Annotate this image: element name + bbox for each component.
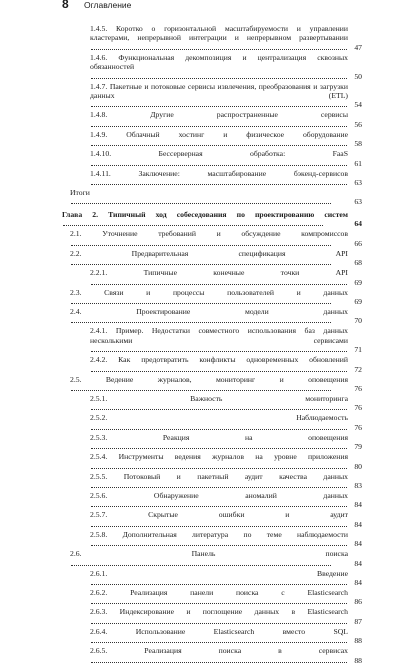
toc-entry-title: 2.6.2. Реализация панели поиска с Elasticsearch [90, 588, 348, 597]
dot-leader [91, 662, 348, 663]
toc-entry[interactable] [62, 307, 362, 326]
toc-entry[interactable] [62, 110, 362, 129]
toc-entry-title: 2.6. Панель поиска [70, 549, 348, 559]
toc-entry[interactable] [62, 646, 362, 665]
toc-entry-page: 80 [354, 461, 362, 471]
toc-entry[interactable] [62, 326, 362, 354]
running-title: Оглавление [84, 0, 132, 10]
toc-entry[interactable] [62, 530, 362, 549]
toc-entry[interactable] [62, 627, 362, 646]
toc-entry[interactable] [62, 355, 362, 374]
toc-entry-title: 2.4.2. Как предотвратить конфликты одновременных обновлений [90, 355, 348, 365]
toc-entry-page: 83 [354, 480, 362, 490]
toc-entry-page: 76 [354, 383, 362, 393]
dot-leader [91, 126, 348, 127]
toc-entry-title: 1.4.10. Бессерверная обработка: FaaS [90, 149, 348, 159]
toc-entry-title: Итоги [70, 188, 90, 198]
dot-leader [91, 78, 348, 79]
dot-leader [91, 448, 348, 449]
toc-entry-page: 61 [354, 158, 362, 168]
toc-entry[interactable] [62, 24, 362, 52]
dot-leader [91, 603, 348, 604]
toc-entry-page: 71 [354, 345, 362, 355]
dot-leader [71, 303, 331, 304]
table-of-contents [62, 24, 362, 666]
toc-entry[interactable] [62, 452, 362, 471]
dot-leader [91, 106, 348, 107]
toc-entry-page: 50 [354, 71, 362, 81]
toc-entry-page: 72 [354, 364, 362, 374]
dot-leader [91, 468, 348, 469]
toc-entry[interactable] [62, 491, 362, 510]
toc-entry[interactable] [62, 169, 362, 188]
toc-entry-title: 2.2.1. Типичные конечные точки API [90, 268, 348, 278]
toc-entry-page: 84 [354, 539, 362, 549]
toc-entry-page: 76 [354, 403, 362, 413]
dot-leader [91, 284, 348, 285]
dot-leader [91, 487, 348, 488]
dot-leader [91, 545, 348, 546]
toc-entry-title: 2.2. Предварительная спецификация API [70, 248, 348, 258]
toc-entry[interactable] [62, 229, 362, 248]
toc-entry[interactable] [62, 149, 362, 168]
toc-entry-page: 84 [354, 519, 362, 529]
toc-entry-title: 2.5.7. Скрытые ошибки и аудит [90, 510, 348, 520]
toc-entry-title: 2.4. Проектирование модели данных [70, 306, 348, 316]
dot-leader [91, 351, 348, 352]
dot-leader [91, 584, 348, 585]
toc-entry[interactable] [62, 433, 362, 452]
toc-entry[interactable] [62, 288, 362, 307]
toc-entry-title: 1.4.11. Заключение: масштабирование бэкенд-сервисов [90, 168, 348, 178]
dot-leader [71, 203, 331, 204]
toc-entry-page: 56 [354, 119, 362, 129]
toc-entry-title: 1.4.5. Коротко о горизонтальной масштабируемости и управлении кластерами, непрерывной интеграции и непрерывном развертывании [90, 24, 348, 43]
dot-leader [91, 184, 348, 185]
toc-entry-page: 63 [354, 178, 362, 188]
toc-entry[interactable] [62, 588, 362, 607]
dot-leader [71, 245, 331, 246]
dot-leader [91, 506, 348, 507]
toc-entry-page: 86 [354, 597, 362, 607]
toc-entry[interactable] [62, 268, 362, 287]
dot-leader [71, 322, 331, 323]
dot-leader [91, 526, 348, 527]
toc-entry-title: 2.5.1. Важность мониторинга [90, 393, 348, 403]
toc-entry[interactable] [62, 549, 362, 568]
toc-entry[interactable] [62, 510, 362, 529]
dot-leader [91, 165, 348, 166]
toc-entry-title: 2.5.8. Дополнительная литература по теме наблюдаемости [90, 529, 348, 539]
toc-entry-page: 58 [354, 139, 362, 149]
toc-entry-page: 84 [354, 578, 362, 587]
toc-entry-page: 76 [354, 422, 362, 432]
toc-entry[interactable] [62, 188, 362, 207]
toc-entry-title: 2.5.6. Обнаружение аномалий данных [90, 490, 348, 500]
toc-entry-page: 69 [354, 296, 362, 306]
toc-entry[interactable] [62, 53, 362, 81]
toc-entry-title: 1.4.9. Облачный хостинг и физическое оборудование [90, 129, 348, 139]
toc-entry-title: 2.5.5. Потоковый и пакетный аудит качества данных [90, 471, 348, 481]
toc-entry-page: 64 [354, 219, 362, 229]
toc-entry-title: Глава 2. Типичный ход собеседования по проектированию систем [62, 209, 348, 219]
toc-entry-page: 70 [354, 316, 362, 326]
toc-entry[interactable] [62, 249, 362, 268]
toc-entry[interactable] [62, 607, 362, 626]
toc-entry-title: 2.6.3. Индексирование и поглощение данных в Elasticsearch [90, 607, 348, 617]
toc-entry[interactable] [62, 413, 362, 432]
toc-entry-page: 84 [354, 558, 362, 568]
toc-entry[interactable] [62, 569, 362, 588]
toc-chapter-entry[interactable] [62, 210, 362, 229]
toc-entry-page: 69 [354, 277, 362, 287]
toc-entry-page: 84 [354, 500, 362, 510]
dot-leader [71, 264, 331, 265]
dot-leader [91, 371, 348, 372]
dot-leader [71, 390, 331, 391]
toc-entry-title: 2.5.2. Наблюдаемость [90, 413, 348, 423]
toc-entry[interactable] [62, 82, 362, 110]
toc-entry-title: 1.4.8. Другие распространенные сервисы [90, 110, 348, 120]
toc-entry-title: 1.4.7. Пакетные и потоковые сервисы извлечения, преобразования и загрузки данных (ETL) [90, 81, 348, 101]
toc-entry-page: 79 [354, 442, 362, 452]
dot-leader [91, 642, 348, 643]
toc-entry-page: 87 [354, 616, 362, 626]
toc-entry-page: 47 [354, 42, 362, 52]
toc-entry-title: 1.4.6. Функциональная декомпозиция и централизация сквозных обязанностей [90, 52, 348, 72]
dot-leader [71, 565, 331, 566]
toc-entry-title: 2.5.3. Реакция на оповещения [90, 432, 348, 442]
dot-leader [91, 409, 348, 410]
dot-leader [91, 623, 348, 624]
toc-entry-page: 63 [354, 197, 362, 207]
toc-entry-title: 2.6.4. Использование Elasticsearch вместо SQL [90, 626, 348, 636]
toc-entry-page: 66 [354, 238, 362, 248]
dot-leader [91, 145, 348, 146]
toc-entry-title: 2.5. Ведение журналов, мониторинг и оповещения [70, 374, 348, 384]
toc-entry-title: 2.3. Связи и процессы пользователей и данных [70, 287, 348, 297]
toc-entry-title: 2.5.4. Инструменты ведения журналов на уровне приложения [90, 452, 348, 462]
toc-entry-title: 2.4.1. Пример. Недостатки совместного использования баз данных несколькими сервисами [90, 326, 348, 345]
toc-entry-page: 88 [354, 655, 362, 665]
toc-entry-title: 2.6.5. Реализация поиска в сервисах [90, 646, 348, 656]
toc-entry-title: 2.1. Уточнение требований и обсуждение компромиссов [70, 229, 348, 239]
toc-entry[interactable] [62, 394, 362, 413]
toc-entry-page: 54 [354, 100, 362, 110]
dot-leader [91, 49, 348, 50]
page-number: 8 [62, 0, 69, 11]
toc-entry[interactable] [62, 375, 362, 394]
dot-leader [63, 225, 323, 226]
toc-entry-title: 2.6.1. Введение [90, 568, 348, 578]
toc-entry-page: 88 [354, 636, 362, 646]
dot-leader [91, 429, 348, 430]
toc-entry[interactable] [62, 472, 362, 491]
toc-entry-page: 68 [354, 258, 362, 268]
toc-entry[interactable] [62, 130, 362, 149]
page-header [62, 0, 358, 16]
